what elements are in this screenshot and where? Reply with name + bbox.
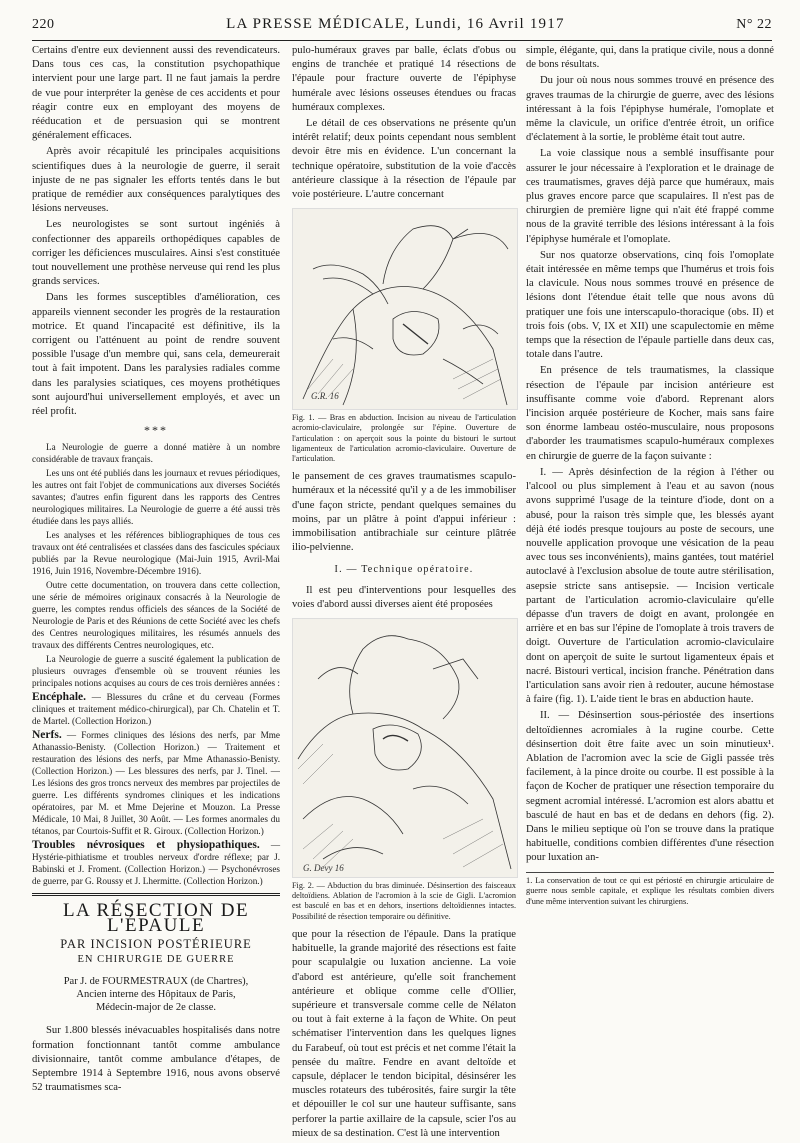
- figure-2-illustration: [293, 619, 517, 877]
- paragraph: que pour la résection de l'épaule. Dans la pratique habituelle, la grande majorité des résections est faite pour scapulalgie ou luxation ancienne. La voie d'abord est antérieure, qu'elle soit franchement antérieure et oblique comme celle d'Ollier, supérieure et transversale comme celle de Nélaton ou tout à fait externe à la façon de White. On peut schématiser l'intervention dans les quelques lignes du Farabeuf, où tout est précis et net comme l'était la pensée du maître. Fendre en avant deltoïde et capsule, déplacer le tendon bicipital, désinsérer les muscles rotateurs des tubérosités, faire surgir la tête et dépouiller le col sur une hauteur suffisante, sans perforer la partie axillaire de la capsule, scier l'os au mieux de sa destination. C'est là une intervention: [292, 928, 517, 1139]
- column-3: [526, 44, 774, 907]
- paragraph: Il est peu d'interventions pour lesquelles des voies d'abord aussi diverses aient été proposées: [292, 584, 516, 610]
- paragraph: La voie classique nous a semblé insuffisante pour assurer le jour nécessaire à l'exploration et le drainage de ces traumatismes, graves déjà parce que huméraux, mais plus graves encore parce que scapulaires. Il n'est pas de chirurgien de première ligne qui n'ait été frappé comme nous de la gravité terrible des lésions intéressant à la fois l'épiphyse humérale et l'omoplate.: [526, 148, 774, 245]
- paragraph: Dans les formes susceptibles d'amélioration, ces appareils viennent seconder les progrès de la restauration motrice. Et quand l'incapacité est définitive, ils la corrigent ou l'atténuent au point de rendre souvent possible l'usage d'un membre qui, sans cela, demeurerait tout à fait impotent. Dans les paralysies radiales comme dans les paralysies sciatiques, ces moyens prothétiques sont aujourd'hui universellement employés, et avec un réel profit.: [32, 292, 280, 418]
- paragraph: Le détail de ces observations ne présente qu'un intérêt relatif; deux points cependant nous semblent devoir être mis en évidence. L'un concernant la technique opératoire, substitution de la voie d'accès antérieure classique à la résection de l'épaule par voie postérieure. L'autre concernant: [292, 118, 516, 201]
- paragraph: le pansement de ces graves traumatismes scapulo-huméraux et la nécessité qu'il y a de les immobiliser d'une façon stricte, pendant quelques semaines du moins, par un plâtre à point d'appui inférieur : immobilisation antibrachiale sur ceinture plâtrée ilio-pelvienne.: [292, 471, 516, 554]
- small-paragraph: La Neurologie de guerre a suscité également la publication de plusieurs ouvrages d'ensemble où se trouvent réunies les principales notions acquises au cours de ces trois dernières années :: [32, 654, 280, 689]
- issue-number: N° 22: [736, 17, 772, 32]
- article-divider: [32, 893, 280, 896]
- figure-2: [292, 618, 518, 878]
- small-paragraph: Outre cette documentation, on trouvera dans cette collection, une série de mémoires originaux consacrés à la Neurologie de guerre, les comptes rendus officiels des séances de la Société de Neurologie de Paris et des Réunions de cette Société avec les chefs des Centres neurologiques militaires, les résumés annuels des travaux des différents Centres neurologiques, etc.: [32, 580, 280, 651]
- bib-text: — Hystérie-pithiatisme et troubles nerveux d'ordre réflexe; par J. Babinski et J. Froment. (Collection Horizon.) — Psychonévroses de guerre, par G. Roussy et J. Lhermitte. (Collection Horizon.): [32, 840, 280, 887]
- paragraph: Sur 1.800 blessés inévacuables hospitalisés dans notre formation fonctionnant tantôt comme ambulance divisionnaire, tantôt comme ambulance d'étapes, de Septembre 1914 à Septembre 1916, nous avons observé 52 traumatismes sca-: [32, 1025, 280, 1094]
- article-title: LA RÉSECTION DE L'ÉPAULE: [62, 900, 250, 936]
- figure-1-caption: Fig. 1. — Bras en abduction. Incision au niveau de l'articulation acromio-claviculaire, prolongée sur l'épine. Ouverture de l'articulation : on aperçoit sous la pointe du bistouri le surtout ligamenteux de l'articulation acromio-claviculaire. Ouverture de l'articulation.: [292, 413, 516, 464]
- figure-2-signature: G. Devy 16: [303, 863, 344, 874]
- figure-2-caption: Fig. 2. — Abduction du bras diminuée. Désinsertion des faisceaux deltoïdiens. Ablation de l'acromion à la scie de Gigli. L'acromion est basculé en bas et en dehors, insertions deltoïdiennes intactes. Possibilité de résection temporaire ou définitive.: [292, 881, 516, 921]
- author-title: Ancien interne des Hôpitaux de Paris,: [76, 989, 236, 1001]
- bib-text: — Blessures du crâne et du cerveau (Formes cliniques et traitement médico-chirurgical), par Ch. Chatelin et T. de Martel. (Collection Horizon.): [32, 692, 281, 727]
- bib-heading: Troubles névrosiques et physiopathiques.: [32, 839, 260, 852]
- author-rank: Médecin-major de 2e classe.: [95, 1002, 217, 1014]
- bibliography-entry: [32, 729, 280, 837]
- footnote: 1. La conservation de tout ce qui est périosté en chirurgie articulaire de guerre nous semble capitale, et explique les résultats combien divers d'une même intervention suivant les chirurgiens.: [526, 872, 774, 908]
- author-name: Par J. de FOURMESTRAUX (de Chartres),: [63, 976, 249, 988]
- bibliography-entry: [32, 839, 280, 887]
- article-subtitle: PAR INCISION POSTÉRIEURE: [60, 936, 252, 951]
- paragraph: Sur nos quatorze observations, cinq fois l'omoplate était intéressée en même temps que l'humérus et trois fois la clavicule. Nous nous sommes trouvé en présence de lésions dont l'étendue était telle que nous avons dû pratiquer une fois une interscapulo-thoracique (obs. II) et trois fois (obs. V, IX et XII) une scapulectomie en même temps que la résection de l'épaule partielle dans deux cas, totale dans l'autre.: [526, 249, 774, 361]
- column-2: [292, 44, 516, 1143]
- bib-text: — Formes cliniques des lésions des nerfs, par Mme Athanassio-Benisty. (Collection Horizon.) — Traitement et restauration des lésions des nerfs, par Mme Athanassio-Benisty. (Collection Horizon.) — Les blessures des nerfs, par J. Tinel. — Les lésions des gros troncs nerveux des membres par projectiles de guerre. Les différents syndromes cliniques et les indications opératoires, par M. et Mme Dejerine et Mouzon. La Presse Médicale, 10 Mai, 8 Juillet, 30 Août. — Les formes anormales du tétanos, par Courtois-Suffit et R. Giroux. (Collection Horizon.): [32, 730, 281, 837]
- small-paragraph: La Neurologie de guerre a donné matière à un nombre considérable de travaux français.: [32, 442, 280, 465]
- figure-1-signature: G.R. 16: [311, 391, 339, 402]
- bib-heading: Nerfs.: [32, 729, 62, 742]
- paragraph: I. — Après désinfection de la région à l'éther ou l'alcool ou plus simplement à l'eau et au savon (nous avons supprimé l'usage de la teinture d'iode, dont on a abusé, pour la raison très simple que, les blessés ayant déjà été iodés presque toujours au poste de secours, une nouvelle application provoque une vésication de la peau avec tous ses inconvénients), mains gantées, tout matériel autoclavé à l'exclusion absolue de toute autre stérilisation, asepsie stricte sans antisepsie. — Incision verticale partant de l'articulation acromio-claviculaire qu'elle dépasse d'un travers de doigt en avant, prolongée en arrière et en bas sur l'épine de l'omoplate à trois travers de doigt. Ouverture de l'articulation acromio-claviculaire dont on aperçoit de suite le surtout ligamenteux épais et nacré. Bistouri vertical, incision franche. Pénétration dans l'articulation sans avoir rien à redouter, aucune hémostase à faire (fig. 1). L'aide tient le bras en abduction haute.: [526, 466, 774, 706]
- paragraph: pulo-huméraux graves par balle, éclats d'obus ou engins de tranchée et pratiqué 14 résections de l'épaule pour fracture ouverte de l'épiphyse humérale avec lésions osseuses étendues ou fracas huméraux complexes.: [292, 45, 516, 113]
- article-subtitle-2: EN CHIRURGIE DE GUERRE: [77, 954, 235, 966]
- paragraph: simple, élégante, qui, dans la pratique civile, nous a donné de bons résultats.: [526, 45, 774, 71]
- page-number: 220: [32, 17, 55, 32]
- paragraph: Après avoir récapitulé les principales acquisitions scientifiques dues à la neurologie de guerre, il serait injuste de ne pas signaler les efforts tentés dans le but pratique de remédier aux conséquences paralytiques des lésions nerveuses.: [32, 146, 280, 215]
- bib-heading: Encéphale.: [32, 691, 86, 704]
- section-asterism: ***: [144, 423, 168, 438]
- journal-title: LA PRESSE MÉDICALE, Lundi, 16 Avril 1917: [226, 16, 565, 32]
- paragraph: Les neurologistes se sont surtout ingéniés à confectionner des appareils orthopédiques capables de corriger les déficiences musculaires. Ainsi s'est constituée tout nouvellement une prothèse nerveuse qui rend les plus grands services.: [32, 219, 280, 288]
- running-header: [32, 16, 772, 41]
- author-block: [32, 975, 280, 1014]
- bibliography-entry: [32, 691, 280, 727]
- paragraph: II. — Désinsertion sous-périostée des insertions deltoïdiennes acromiales à la rugine courbe. Cette désinsertion doit être faite avec un soin minutieux¹. Ablation de l'acromion avec la scie de Gigli passée très facilement, à la pince droite ou courbe. Il est possible à la façon de Kocher de pratiquer une résection temporaire du segment acromial intéressé. L'acromion est alors abattu et basculé de haut en bas et de dedans en dehors (fig. 2). Dans le milieu septique où l'on se trouve dans la pratique habituelle, conditions combien différentes d'une résection pour luxation an-: [526, 710, 774, 864]
- paragraph: En présence de tels traumatismes, la classique résection de l'épaule par incision antérieure est insuffisante comme voie d'abord. Reprenant alors l'incision arquée postérieure de Kocher, mais sans faire son énorme lambeau ostéo-musculaire, nous proposons d'aborder les traumatismes scapulo-huméraux complexes en chirurgie de guerre de la façon suivante :: [526, 365, 774, 462]
- small-paragraph: Les analyses et les références bibliographiques de tous ces travaux ont été centralisées et classées dans des fascicules spéciaux publiés par la Revue neurologique (Mai-Juin 1915, Avril-Mai 1916, Juin 1916, Novembre-Décembre 1916).: [32, 530, 280, 577]
- column-1: [32, 44, 280, 1097]
- paragraph: Certains d'entre eux deviennent aussi des revendicateurs. Dans tous ces cas, la constitution psychopathique intervient pour une large part. Il ne faut jamais la perdre de vue pour interpréter la genèse de ces accidents et pour réagir contre eux en employant des moyens de rééducation et de persuasion qui se montrent généralement efficaces.: [32, 45, 280, 142]
- paragraph: Du jour où nous nous sommes trouvé en présence des graves traumas de la chirurgie de guerre, avec des lésions intéressant à la fois l'épiphyse humérale, l'omoplate et même la clavicule, un orifice d'entrée étroit, un orifice d'éclatement à la sortie, le problème était tout autre.: [526, 75, 774, 144]
- small-paragraph: Les uns ont été publiés dans les journaux et revues périodiques, les autres ont fait l'objet de communications aux diverses Sociétés savantes; d'autres enfin figurent dans les rapports des Centres neurologiques militaires. La Neurologie de guerre a été aussi très étudiée dans les pays alliés.: [32, 468, 280, 527]
- figure-1-illustration: [293, 209, 517, 409]
- section-heading: I. — Technique opératoire.: [334, 564, 474, 576]
- figure-1: [292, 208, 518, 410]
